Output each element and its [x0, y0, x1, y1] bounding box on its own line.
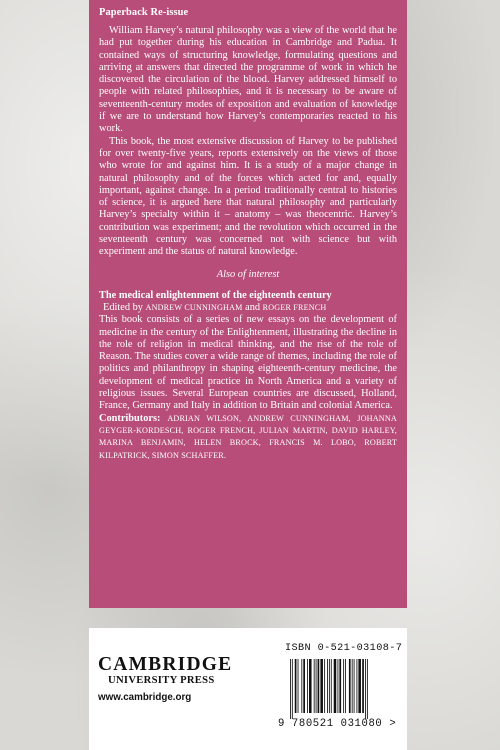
barcode-bar	[327, 659, 328, 713]
related-book-title: The medical enlightenment of the eighteenth century	[99, 289, 332, 301]
and-word: and	[245, 301, 261, 313]
barcode-bar	[365, 659, 366, 719]
barcode-bar	[331, 659, 332, 713]
editor-2: ROGER FRENCH	[262, 302, 327, 312]
publisher-logo: CAMBRIDGE	[98, 654, 233, 675]
back-cover-text-panel	[89, 0, 407, 608]
contributors-label: Contributors:	[99, 412, 161, 424]
related-book-editors	[103, 302, 397, 314]
barcode-bar	[343, 659, 344, 713]
barcode-bar	[307, 659, 308, 713]
blurb-paragraph-1: William Harvey’s natural philosophy was a view of the world that he had put together during his education in Cambridge and Padua. It contained ways of structuring knowledge, formulating questions and arriving at answers that directed the programme of work in which he discovered the circulation of the blood. Harvey addressed himself to people with related philosophies, and it is necessary to be aware of seventeenth-century modes of exposition and evaluation of knowledge if we are to understand how Harvey’s contemporaries reacted to his work.	[99, 25, 397, 135]
publisher-footer	[89, 628, 407, 750]
barcode-bar	[295, 659, 297, 713]
barcode-bar	[314, 659, 315, 713]
related-book-description: This book consists of a series of new essays on the development of medicine in the century of the Enlightenment, illustrating the decline in the role of religion in medical thinking, and the rise of the role of Reason. The studies cover a wide range of themes, including the role of politics and philanthropy in shaping eighteenth-century medicine, the development of medical practice in North America and a variety of religious issues. Several European countries are discussed, Holland, France, Germany and Italy in addition to Britain and colonial America.	[99, 314, 397, 412]
barcode-bar	[339, 659, 341, 713]
also-of-interest-heading: Also of interest	[216, 268, 280, 280]
barcode-bar	[324, 659, 325, 713]
barcode-bar	[290, 659, 291, 719]
barcode-bar	[345, 659, 346, 713]
blurb-paragraph-2: This book, the most extensive discussion of Harvey to be published for over twenty-five years, reports extensively on the views of those who wrote for and against him. It is a study of a major change in natural philosophy and of the forces which acted for and, equally important, against change. In a period traditionally central to histories of science, it is argued here that natural philosophy and particularly Harvey’s specialty within it – anatomy – was theocentric. Harvey’s contribution was experiment; and the revolution which occurred in the seventeenth century was concerned not with science but with experiment and the status of natural knowledge.	[99, 135, 397, 258]
barcode-bar	[329, 659, 330, 713]
barcode-bar	[309, 659, 312, 713]
reissue-label: Paperback Re-issue	[99, 7, 189, 18]
editor-1: ANDREW CUNNINGHAM	[145, 302, 243, 312]
barcode-bar	[316, 659, 317, 713]
barcode-bar	[334, 659, 337, 713]
barcode-bar	[318, 659, 320, 713]
barcode-bar	[301, 659, 302, 713]
contributors-names: ADRIAN WILSON, ANDREW CUNNINGHAM, JOHANNA GEYGER-KORDESCH, ROGER FRENCH, JULIAN MARTIN, DAVID HARLEY, MARINA BENJAMIN, HELEN BROCK, FRANCIS M. LOBO, ROBERT KILPATRICK, SIMON SCHAFFER.	[99, 413, 397, 460]
barcode-bar	[298, 659, 299, 713]
edited-by-prefix: Edited by	[103, 301, 143, 313]
contributors-line	[99, 413, 397, 462]
barcode-bar	[303, 659, 305, 713]
publisher-logo-subtitle: UNIVERSITY PRESS	[108, 675, 215, 686]
isbn-number: ISBN 0-521-03108-7	[285, 643, 403, 654]
barcode-bar	[320, 659, 323, 713]
publisher-website: www.cambridge.org	[98, 692, 192, 703]
barcode-bar	[338, 659, 339, 713]
barcode-bar	[349, 659, 351, 713]
barcode-bar	[292, 659, 293, 719]
isbn-barcode	[290, 659, 394, 719]
barcode-bar	[358, 659, 361, 713]
barcode-bar	[354, 659, 355, 713]
barcode-bar	[367, 659, 368, 719]
barcode-digits	[278, 718, 402, 730]
barcode-bar	[352, 659, 353, 713]
barcode-arrow: >	[389, 718, 397, 730]
barcode-bar	[362, 659, 364, 713]
barcode-number: 9 780521 031080	[278, 718, 383, 730]
barcode-bar	[357, 659, 358, 713]
